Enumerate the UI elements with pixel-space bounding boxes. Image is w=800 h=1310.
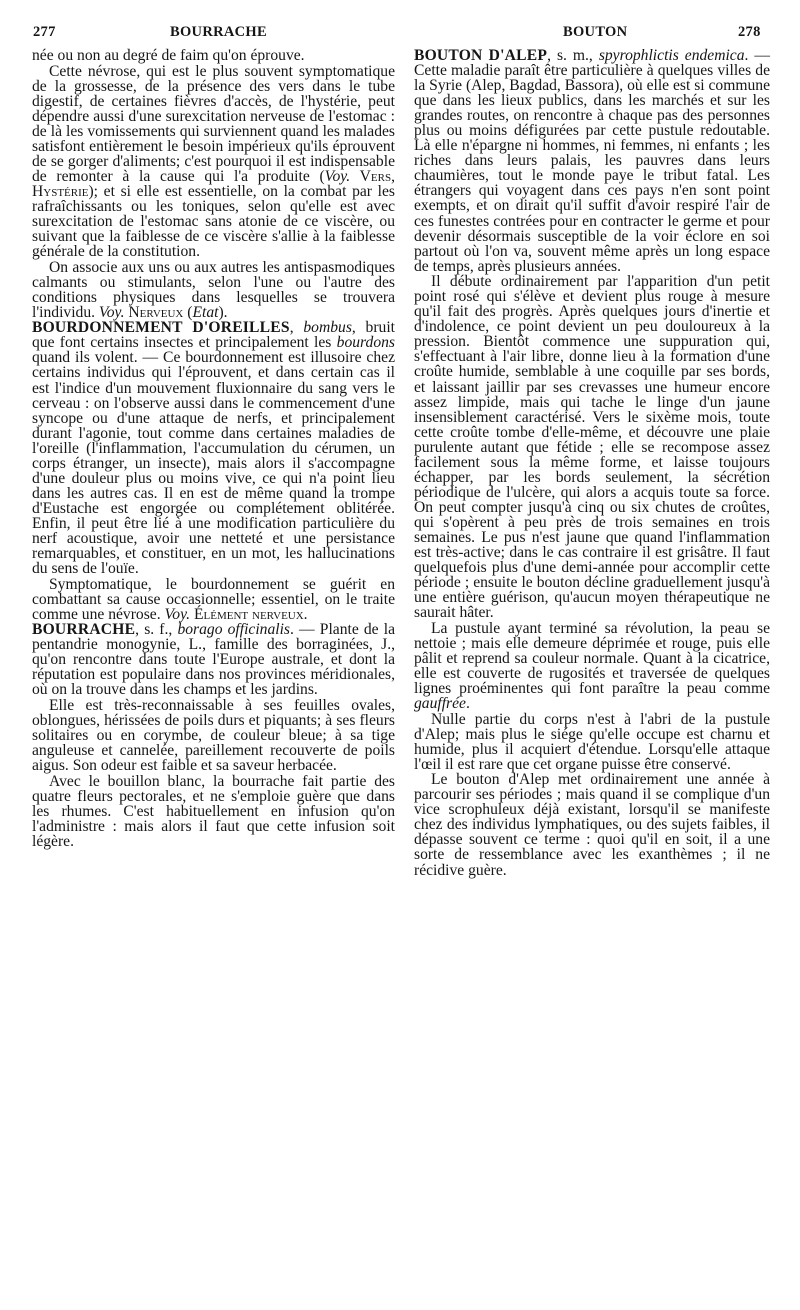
latin-term: bombus bbox=[303, 319, 352, 337]
left-page-number: 277 bbox=[33, 24, 56, 40]
entry-bourdonnement bbox=[32, 320, 395, 576]
text: Il débute ordinairement par l'apparition d'un petit point rosé qui s'élève et devient plus rouge à mesure qu'il fait des progrès. Après quelques jours d'inertie et d'indolence, ce point devient un peu douloureux à la pression. Bientôt commence une suppuration qui, s'effectuant à l'air libre, donne lieu à la formation d'une croûte humide, semblable à une coquille par ses bords, et laissant jaillir par ses crevasses une humeur encore assez limpide, mais qui tache le linge d'un jaune insensiblement caractérisé. Vers le sixème mois, toute cette croûte tombe d'elle-même, et découvre une plaie purulente autant que fétide ; elle se recompose assez facilement sous la même forme, et laisse toujours échapper, par les bords seulement, la sécrétion périodique de l'ulcère, qui alors a acquis toute sa force. On peut compter jusqu'à cinq ou six chutes de croûtes, qui s'opèrent à peu près de trois semaines en trois semaines. Le pus n'est jaune que quand l'inflammation est très-active; dans le cas contraire il est grisâtre. Il faut quelquefois plus d'une demi-année pour accomplir cette période ; ensuite le bouton décline graduellement jusqu'à une entière guérison, qu'aucun moyen thérapeutique ne saurait hâter. bbox=[414, 273, 770, 622]
cross-reference-italic: Etat bbox=[192, 303, 219, 321]
text: , bbox=[289, 319, 304, 337]
right-column bbox=[414, 48, 770, 878]
paragraph-antispasmodiques bbox=[32, 260, 395, 320]
paragraph-nulle-partie bbox=[414, 712, 770, 772]
text: , s. f., bbox=[135, 621, 178, 639]
text: née ou non au degré de faim qu'on éprouve. bbox=[32, 47, 305, 64]
latin-term: borago officinalis bbox=[177, 621, 291, 639]
cross-reference: Nerveux bbox=[124, 303, 184, 321]
italic-term: gauffrée bbox=[414, 695, 466, 713]
paragraph-debut bbox=[414, 274, 770, 620]
voy-reference: Voy. bbox=[98, 303, 125, 321]
cross-reference: Vers, Hystérie bbox=[32, 167, 395, 200]
voy-reference: Voy. bbox=[164, 605, 191, 623]
right-running-title: BOUTON bbox=[563, 24, 628, 40]
text: , s. m., bbox=[547, 47, 599, 64]
headword: BOURDONNEMENT D'OREILLES bbox=[32, 319, 290, 337]
right-page-number: 278 bbox=[738, 24, 761, 40]
text: , bruit que font certains insectes et principalement les bbox=[32, 319, 395, 352]
text: ); et si elle est essentielle, on la combat par les rafraîchissants ou les toniques, selon qu'elle est avec surexcitation de l'estomac sans atonie de ce viscère, ou suivant que la faiblesse de ce viscère s'allie à la faiblesse générale de la constitution. bbox=[32, 182, 395, 261]
paragraph-pustule-revolution bbox=[414, 621, 770, 711]
paragraph-nevrose bbox=[32, 64, 395, 260]
text: ). bbox=[218, 303, 228, 321]
text: On associe aux uns ou aux autres les antispasmodiques calmants ou stimulants, selon l'une ou l'autre des conditions physiques dans lesquelles se trouvera l'individu. bbox=[32, 258, 395, 321]
text: Symptomatique, le bourdonnement se guérit en combattant sa cause occasionnelle; essentiel, on le traite comme une névrose. bbox=[32, 575, 395, 623]
cross-reference: Élément nerveux bbox=[190, 605, 304, 623]
text: Elle est très-reconnaissable à ses feuilles ovales, oblongues, hérissées de poils durs et piquants; à ses fleurs solitaires ou en corymbe, de couleur bleue; à sa tige anguleuse et cannelée, pareillement recouverte de poils aigus. Son odeur est faible et sa saveur herbacée. bbox=[32, 697, 395, 775]
paragraph-symptomatique bbox=[32, 577, 395, 622]
text: ( bbox=[183, 303, 193, 321]
text: . bbox=[465, 695, 470, 713]
text: Avec le bouillon blanc, la bourrache fait partie des quatre fleurs pectorales, et ne s'emploie guère que dans les rhumes. C'est habituellement en infusion qu'on l'administre : mais alors il faut que cette infusion soit légère. bbox=[32, 772, 395, 850]
entry-bouton-d-alep bbox=[414, 48, 770, 274]
latin-term: spyrophlictis endemica bbox=[598, 47, 745, 64]
text: Nulle partie du corps n'est à l'abri de la pustule d'Alep; mais plus le siége qu'elle occupe est charnu et humide, plus il acquiert d'étendue. Lorsqu'elle attaque l'œil il est rare que cet organe puisse être conservé. bbox=[414, 710, 770, 773]
text: Le bouton d'Alep met ordinairement une année à parcourir ses périodes ; mais quand il se complique d'un vice scrophuleux déjà existant, lorsqu'il se manifeste chez des individus lymphatiques, ou des sujets faibles, il dépasse souvent ce terme : quoi qu'il en soit, il a une sorte de ressemblance avec les exanthèmes ; il ne récidive guère. bbox=[414, 771, 770, 879]
paragraph-bouillon-blanc bbox=[32, 774, 395, 849]
entry-bourrache bbox=[32, 622, 395, 697]
text: . bbox=[303, 605, 308, 623]
voy-reference: Voy. bbox=[324, 167, 351, 185]
text: . — Cette maladie paraît être particulière à quelques villes de la Syrie (Alep, Bagdad, Bassora), où elle est si commune que dans les lieux publics, dans les marchés et sur les grandes routes, on rencontre à chaque pas des personnes plus ou moins défigurées par cette pustule redoutable. Là elle n'épargne ni hommes, ni femmes, ni enfants ; les riches dans leurs palais, les pauvres dans leurs chaumières, tout le monde paye le tribut fatal. Les étrangers qui voyagent dans ces pays n'en sont point exempts, et on dirait qu'il suffit d'avoir respiré l'air de ces funestes contrées pour en contracter le germe et pour devenir désormais susceptible de la voir éclore en soi partout où l'on va, souvent même après un long espace de temps, après plusieurs années. bbox=[414, 47, 771, 275]
text: quand ils volent. — Ce bourdonnement est illusoire chez certains individus qui l'éprouvent, et dans certain cas il est l'indice d'un mouvement fluxionnaire du sang vers le cerveau : on l'observe aussi dans le commencement d'une syncope ou d'une attaque de nerfs, et principalement durant l'agonie, tout comme dans certaines maladies de l'oreille (l'inflammation, l'accumulation du cérumen, un corps étranger, un insecte), mais alors il s'accompagne d'une douleur plus ou moins vive, ce qui n'a point lieu dans les autres cas. Il en est de même quand la trompe d'Eustache est engorgée ou complétement oblitérée. Enfin, il peut être lié à une modification particulière du nerf acoustique, avoir une netteté et une persistance remarquables, et constituer, en un mot, les hallucinations du sens de l'ouïe. bbox=[32, 349, 395, 578]
paragraph-feuilles bbox=[32, 698, 395, 773]
paragraph-duree bbox=[414, 772, 770, 877]
text: Cette névrose, qui est le plus souvent symptomatique de la grossesse, de la présence des vers dans le tube digestif, de certaines fièvres d'accès, de l'hystérie, peut dépendre aussi d'une surexcitation nerveuse de l'estomac : de là les vomissements qui surviennent quand les malades satisfont entièrement le besoin impérieux qu'ils éprouvent de se gorger d'aliments; c'est pourquoi il est indispensable de remonter à la cause qui l'a produite ( bbox=[32, 62, 395, 185]
text: . — Plante de la pentandrie monogynie, L., famille des borraginées, J., qu'on rencontre dans toute l'Europe australe, et dont la réputation est populaire dans nos provinces méridionales, où on la trouve dans les champs et les jardins. bbox=[32, 621, 395, 699]
italic-term: bourdons bbox=[336, 334, 395, 352]
left-running-title: BOURRACHE bbox=[170, 24, 267, 40]
left-column bbox=[32, 48, 395, 849]
text: La pustule ayant terminé sa révolution, la peau se nettoie ; mais elle demeure déprimée et rouge, puis elle pâlit et reprend sa couleur normale. Quant à la cicatrice, elle est couverte de rugosités et traversée de quelques lignes proéminentes qui font paraître la peau comme bbox=[414, 619, 770, 697]
headword: BOURRACHE bbox=[32, 621, 136, 639]
paragraph-continuation bbox=[32, 48, 395, 63]
headword: BOUTON D'ALEP bbox=[414, 47, 548, 64]
running-head bbox=[0, 24, 800, 48]
